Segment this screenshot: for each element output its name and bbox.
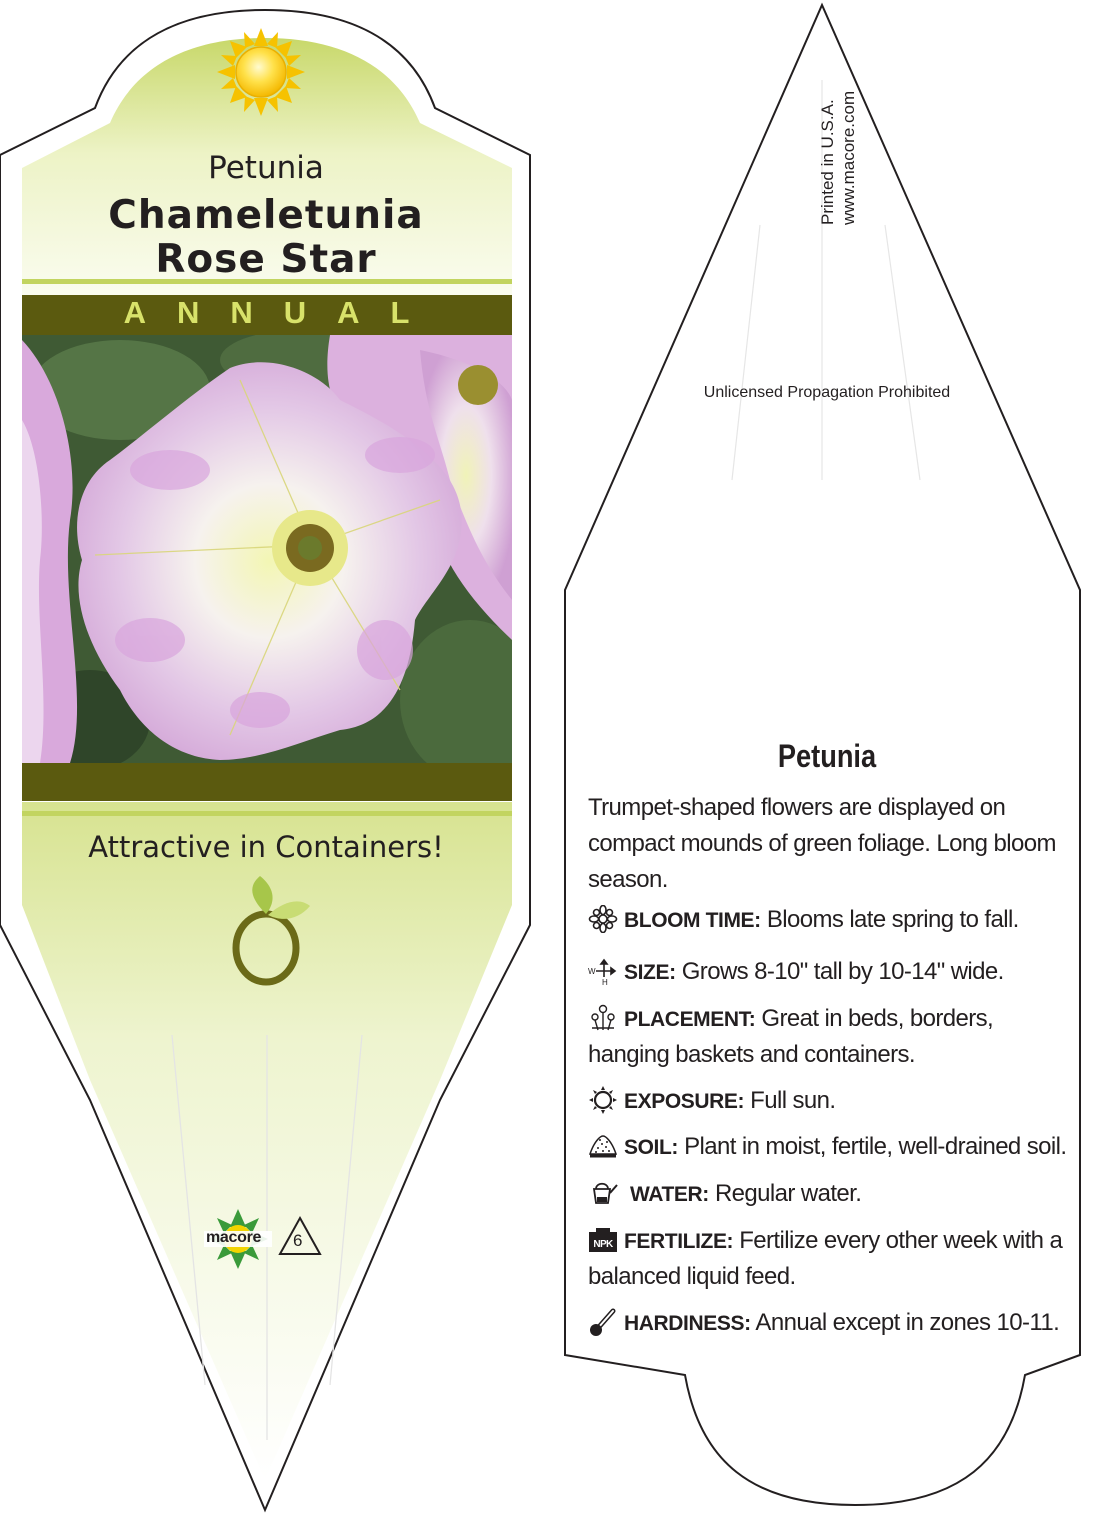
care-item-size xyxy=(588,954,1068,990)
svg-text:NPK: NPK xyxy=(593,1239,613,1250)
care-label: HARDINESS: xyxy=(624,1312,751,1335)
care-label: WATER: xyxy=(630,1183,709,1206)
svg-text:H: H xyxy=(602,978,608,985)
care-label: PLACEMENT: xyxy=(624,1008,756,1031)
website: www.macore.com xyxy=(839,90,858,225)
size-arrows-icon xyxy=(588,957,618,985)
npk-fertilizer-icon xyxy=(588,1226,618,1254)
common-name: Petunia xyxy=(208,150,324,186)
care-item-bloom-time xyxy=(588,902,1068,938)
svg-text:W: W xyxy=(588,967,595,976)
care-item-placement xyxy=(588,1001,1068,1072)
category-band-label: ANNUAL xyxy=(123,295,441,330)
watering-can-icon xyxy=(588,1179,618,1207)
variety-name-line2: Rose Star xyxy=(155,237,377,282)
care-text: Annual except in zones 10-11. xyxy=(750,1309,1060,1336)
placement-flowers-icon xyxy=(588,1004,618,1032)
soil-mound-icon xyxy=(588,1132,618,1160)
recycle-code: 6 xyxy=(293,1231,303,1250)
care-item-hardiness xyxy=(588,1305,1068,1341)
care-label: BLOOM TIME: xyxy=(624,909,761,932)
care-label: SIZE: xyxy=(624,961,676,984)
back-title: Petunia xyxy=(777,738,877,774)
care-item-soil xyxy=(588,1129,1068,1165)
care-text: Fertilize every other week with a balanced liquid feed. xyxy=(588,1227,1063,1290)
vertical-print-info xyxy=(817,91,859,225)
license-notice: Unlicensed Propagation Prohibited xyxy=(703,384,951,401)
care-text: Great in beds, borders, hanging baskets and containers. xyxy=(588,1005,994,1068)
care-label: EXPOSURE: xyxy=(624,1090,745,1113)
brand-name: macore xyxy=(206,1229,262,1246)
variety-name-line1: Chameletunia xyxy=(108,193,424,238)
flower-icon xyxy=(588,905,618,933)
care-item-exposure xyxy=(588,1083,1068,1119)
care-item-fertilize xyxy=(588,1223,1068,1294)
care-text: Plant in moist, fertile, well-drained soil. xyxy=(678,1133,1067,1160)
sun-outline-icon xyxy=(588,1086,618,1114)
care-item-water xyxy=(588,1176,1068,1212)
plant-description: Trumpet-shaped flowers are displayed on compact mounds of green foliage. Long bloom season. xyxy=(588,794,1056,893)
care-text: Full sun. xyxy=(744,1087,836,1114)
care-label: SOIL: xyxy=(624,1136,678,1159)
tagline: Attractive in Containers! xyxy=(88,830,444,864)
care-text: Blooms late spring to fall. xyxy=(760,906,1019,933)
care-label: FERTILIZE: xyxy=(624,1230,734,1253)
care-text: Grows 8-10" tall by 10-14" wide. xyxy=(675,958,1004,985)
care-text: Regular water. xyxy=(708,1180,862,1207)
printed-in: Printed in U.S.A. xyxy=(818,99,837,225)
thermometer-icon xyxy=(588,1308,618,1336)
